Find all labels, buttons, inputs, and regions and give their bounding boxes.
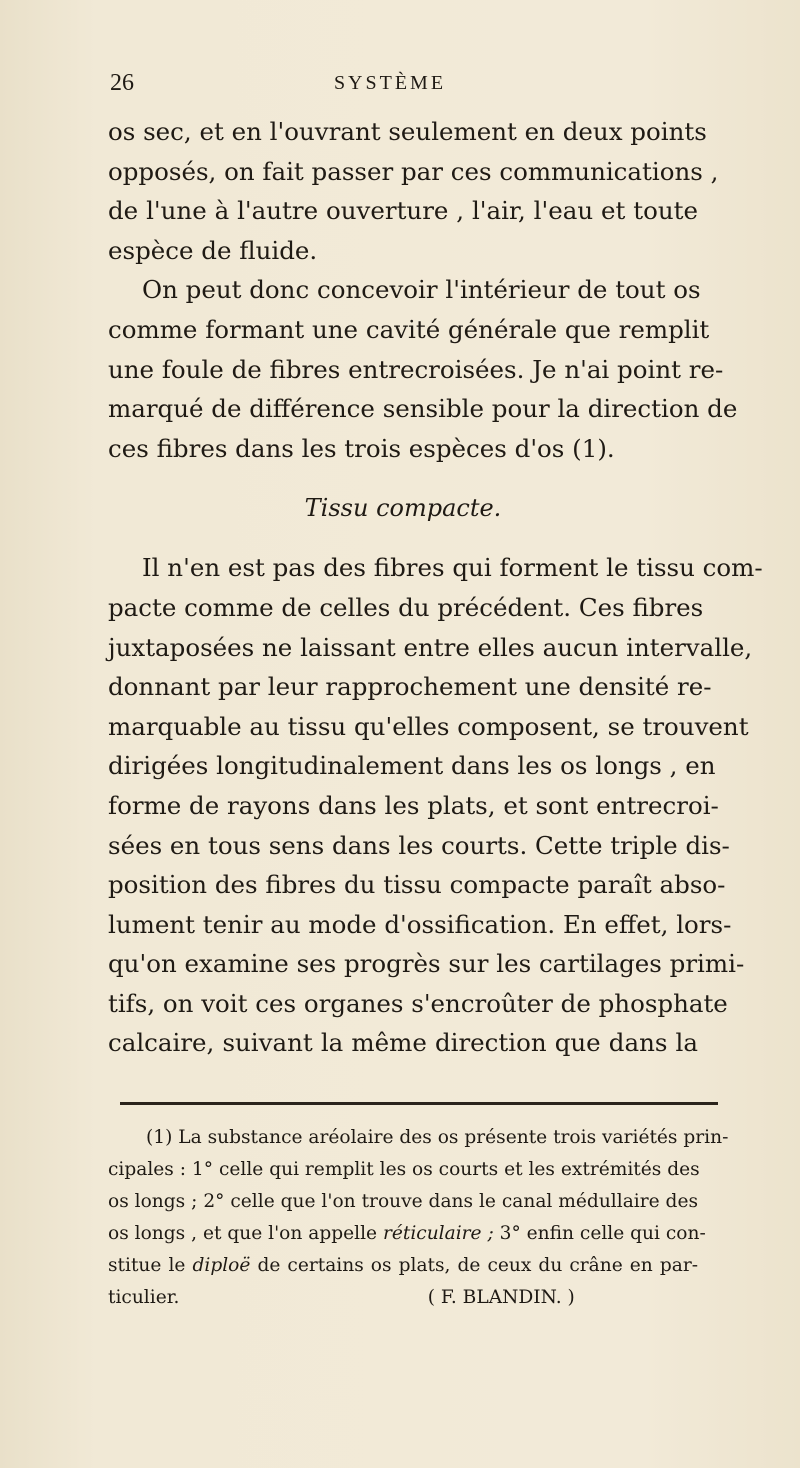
text-line: marquable au tissu qu'elles composent, se trouvent <box>108 711 749 741</box>
text-line: pacte comme de celles du précédent. Ces fibres <box>108 592 704 622</box>
footnote-divider <box>120 1102 718 1105</box>
text-line: opposés, on fait passer par ces communications , <box>108 156 719 186</box>
text-line: Il n'en est pas des fibres qui forment le tissu com- <box>142 553 763 583</box>
text-line: donnant par leur rapprochement une densité re- <box>108 672 712 702</box>
footnote-italic-term: réticulaire ; <box>382 1223 494 1244</box>
text-line: comme formant une cavité générale que remplit <box>108 314 710 344</box>
footnote-line: os longs ; 2° celle que l'on trouve dans le canal médullaire des <box>108 1191 698 1212</box>
footnote-line: (1) La substance aréolaire des os présente trois variétés prin- <box>146 1127 729 1148</box>
footnote-italic-term: diploë <box>192 1255 251 1276</box>
text-line: os sec, et en l'ouvrant seulement en deux points <box>108 117 707 146</box>
footnote <box>108 1122 729 1314</box>
footnote-line: cipales : 1° celle qui remplit les os courts et les extrémités des <box>108 1159 700 1180</box>
text-line: sées en tous sens dans les courts. Cette triple dis- <box>108 830 730 860</box>
footnote-text: stitue le <box>108 1255 193 1276</box>
text-line: qu'on examine ses progrès sur les cartilages primi- <box>108 949 745 979</box>
text-line: ces fibres dans les trois espèces d'os (1). <box>108 433 615 463</box>
footnote-text: de certains os plats, de ceux du crâne en par- <box>250 1255 698 1276</box>
text-line: lument tenir au mode d'ossification. En effet, lors- <box>108 909 732 939</box>
footnote-line: ticulier. ( F. BLANDIN. ) <box>108 1287 575 1308</box>
page-header <box>110 70 670 110</box>
text-line: position des fibres du tissu compacte paraît abso- <box>108 870 726 900</box>
text-line: une foule de fibres entrecroisées. Je n'ai point re- <box>108 354 724 384</box>
text-line: de l'une à l'autre ouverture , l'air, l'eau et toute <box>108 196 698 226</box>
footnote-text: 3° enfin celle qui con- <box>493 1223 706 1244</box>
text-line: forme de rayons dans les plats, et sont entrecroi- <box>108 790 719 820</box>
text-line: On peut donc concevoir l'intérieur de tout os <box>142 275 701 305</box>
text-line: tifs, on voit ces organes s'encroûter de phosphate <box>108 988 728 1018</box>
text-line: dirigées longitudinalement dans les os longs , en <box>108 751 716 781</box>
footnote-text: os longs , et que l'on appelle <box>108 1223 383 1244</box>
text-line: marqué de différence sensible pour la direction de <box>108 394 738 424</box>
text-line: juxtaposées ne laissant entre elles aucun intervalle, <box>108 632 753 662</box>
page-number: 26 <box>110 70 134 96</box>
text-line: espèce de fluide. <box>108 235 318 265</box>
footnote-line <box>108 1218 706 1250</box>
section-title: Tissu compacte. <box>304 494 502 523</box>
main-text <box>108 112 763 1063</box>
running-title: SYSTÈME <box>333 72 447 94</box>
footnote-line <box>108 1250 698 1282</box>
text-line: calcaire, suivant la même direction que dans la <box>108 1028 698 1058</box>
